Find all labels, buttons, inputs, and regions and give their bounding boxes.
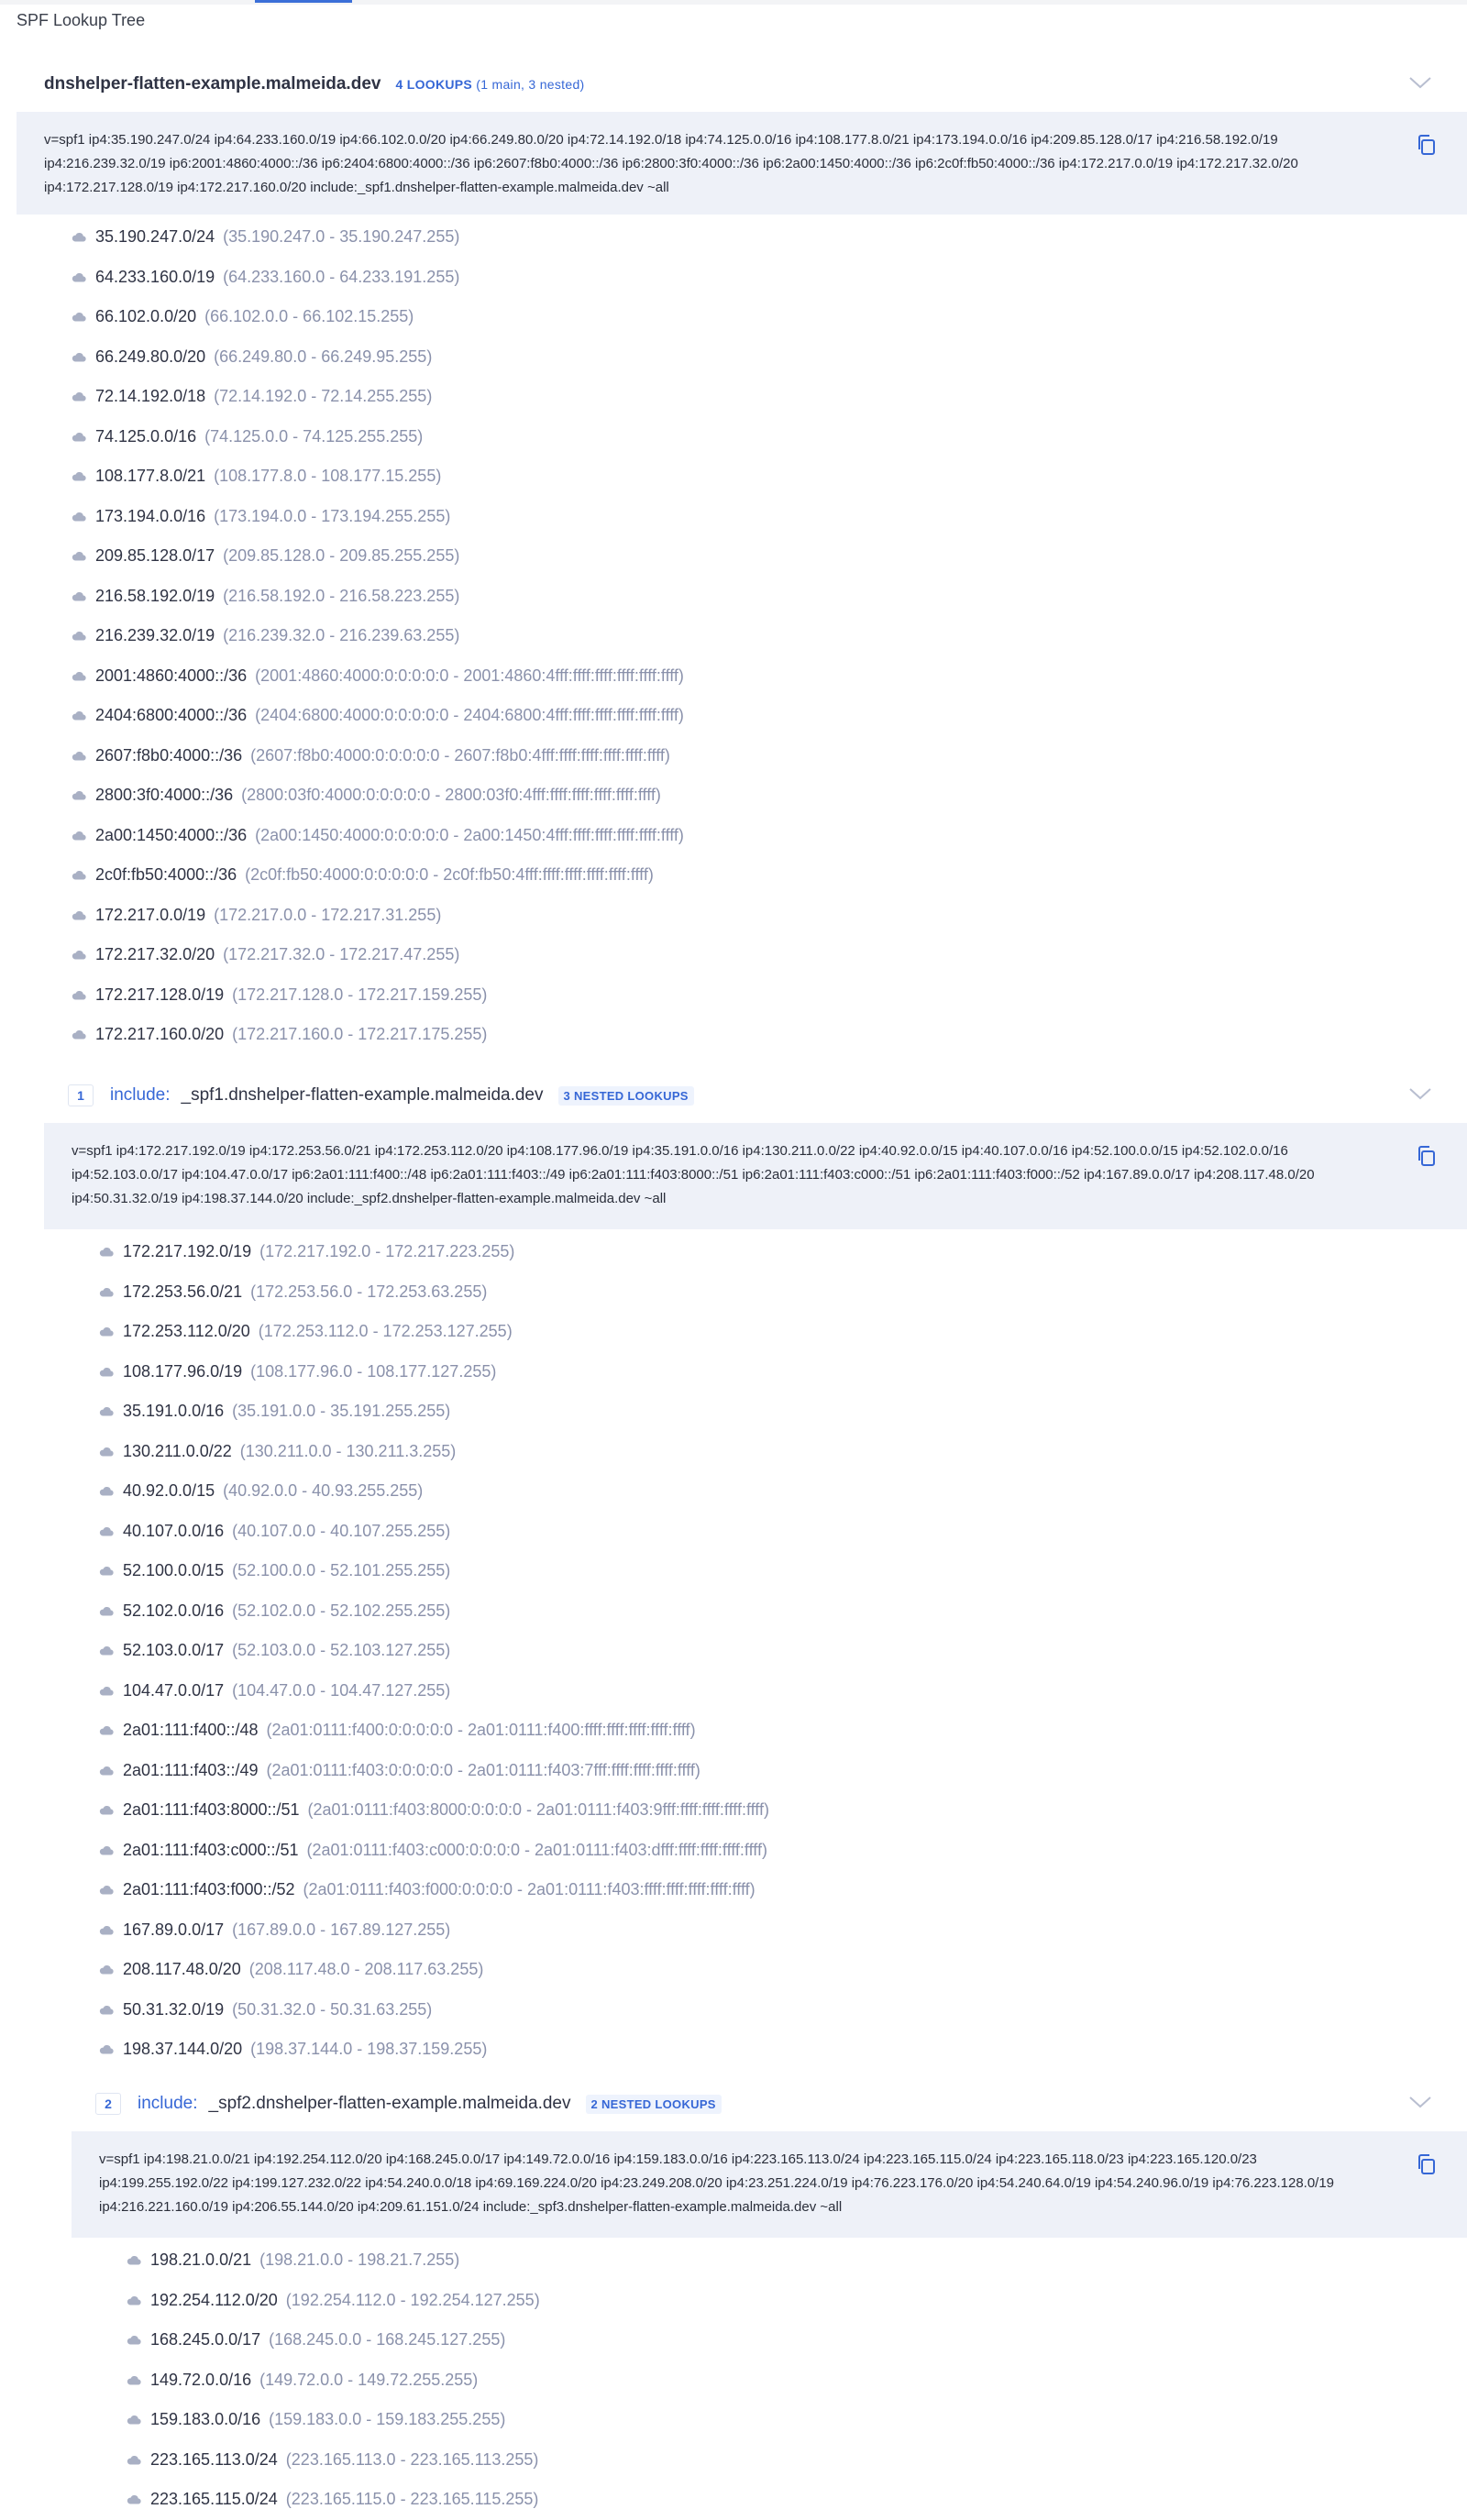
ip-list-item	[99, 1990, 1467, 2030]
ip-range: (2800:03f0:4000:0:0:0:0:0 - 2800:03f0:4fff:ffff:ffff:ffff:ffff:ffff)	[241, 786, 661, 805]
cidr-value: 52.100.0.0/15	[123, 1561, 225, 1580]
copy-icon[interactable]	[1416, 1145, 1436, 1167]
cloud-icon	[72, 870, 86, 880]
nested-lookup-2	[72, 2076, 1467, 2520]
cloud-icon	[127, 2255, 141, 2265]
ip-range: (64.233.160.0 - 64.233.191.255)	[223, 267, 460, 286]
ip-list-item	[72, 497, 1467, 537]
cloud-icon	[72, 391, 86, 402]
ip-list-item	[99, 1950, 1467, 1990]
ip-list-item	[127, 2400, 1467, 2440]
cloud-icon	[72, 272, 86, 282]
cloud-icon	[72, 910, 86, 920]
ip-range: (159.183.0.0 - 159.183.255.255)	[269, 2410, 506, 2429]
ip-list-item	[72, 975, 1467, 1016]
ip-list-item	[99, 1751, 1467, 1791]
ip-list	[44, 1232, 1467, 2070]
spf-record-box	[17, 112, 1467, 215]
cloud-icon	[72, 671, 86, 681]
ip-range: (2a01:0111:f403:8000:0:0:0:0 - 2a01:0111:f403:9fff:ffff:ffff:ffff:ffff)	[307, 1800, 769, 1820]
ip-list-item	[72, 776, 1467, 816]
ip-list-item	[72, 417, 1467, 457]
cloud-icon	[99, 1326, 114, 1337]
cidr-value: 74.125.0.0/16	[95, 426, 197, 446]
root-lookup	[17, 57, 1467, 1055]
cidr-value: 108.177.8.0/21	[95, 467, 206, 486]
cloud-icon	[99, 1645, 114, 1656]
cidr-value: 192.254.112.0/20	[150, 2290, 278, 2309]
cloud-icon	[72, 512, 86, 522]
ip-range: (104.47.0.0 - 104.47.127.255)	[232, 1680, 451, 1700]
ip-range: (167.89.0.0 - 167.89.127.255)	[232, 1920, 451, 1939]
nested-lookups-badge: 2 NESTED LOOKUPS	[586, 2095, 722, 2114]
cidr-value: 172.253.56.0/21	[123, 1282, 243, 1301]
ip-range: (192.254.112.0 - 192.254.127.255)	[285, 2290, 540, 2309]
spf-record-text: v=spf1 ip4:198.21.0.0/21 ip4:192.254.112.0/20 ip4:168.245.0.0/17 ip4:149.72.0.0/16 ip4:159.183.0.0/16 ip4:223.165.113.0/24 ip4:223.165.115.0/24 ip4:223.165.118.0/23 ip4:223.165.120.0/23 ip4:199.255.192.0/22 ip4:199.127.232.0/22 ip4:54.240.0.0/18 ip4:69.169.224.0/20 ip4:23.249.208.0/20 ip4:23.251.224.0/19 ip4:76.223.176.0/20 ip4:54.240.64.0/19 ip4:54.240.96.0/19 ip4:76.223.128.0/19 ip4:216.221.160.0/19 ip4:206.55.144.0/20 ip4:209.61.151.0/24 include:_spf3.dnshelper-flatten-example.malmeida.dev ~all	[99, 2151, 1335, 2215]
cloud-icon	[72, 432, 86, 442]
ip-range: (172.217.192.0 - 172.217.223.255)	[259, 1242, 515, 1261]
cloud-icon	[72, 831, 86, 841]
cloud-icon	[99, 1964, 114, 1975]
ip-range: (40.107.0.0 - 40.107.255.255)	[232, 1521, 451, 1540]
ip-range: (108.177.96.0 - 108.177.127.255)	[250, 1361, 497, 1381]
ip-range: (50.31.32.0 - 50.31.63.255)	[232, 1999, 433, 2019]
ip-list-item	[127, 2360, 1467, 2401]
ip-range: (108.177.8.0 - 108.177.15.255)	[214, 467, 442, 486]
ip-range: (2a01:0111:f403:f000:0:0:0:0 - 2a01:0111:f403:ffff:ffff:ffff:ffff:ffff)	[303, 1880, 756, 1899]
cloud-icon	[127, 2295, 141, 2305]
spf-record-box	[44, 1123, 1467, 1229]
ip-range: (2404:6800:4000:0:0:0:0:0 - 2404:6800:4fff:ffff:ffff:ffff:ffff:ffff)	[255, 706, 684, 725]
ip-list-item	[99, 1471, 1467, 1512]
ip-list-item	[72, 816, 1467, 856]
cidr-value: 2a01:111:f403:f000::/52	[123, 1880, 295, 1899]
ip-list-item	[99, 1512, 1467, 1552]
ip-range: (223.165.113.0 - 223.165.113.255)	[285, 2449, 539, 2469]
ip-range: (2a01:0111:f403:c000:0:0:0:0 - 2a01:0111:f403:dfff:ffff:ffff:ffff:ffff)	[306, 1840, 767, 1859]
cidr-value: 198.37.144.0/20	[123, 2040, 243, 2059]
cloud-icon	[99, 1686, 114, 1696]
cidr-value: 208.117.48.0/20	[123, 1960, 241, 1979]
ip-list-item	[72, 736, 1467, 776]
cidr-value: 216.58.192.0/19	[95, 586, 215, 605]
cidr-value: 2001:4860:4000::/36	[95, 666, 248, 685]
cidr-value: 2a01:111:f400::/48	[123, 1721, 259, 1740]
copy-icon[interactable]	[1416, 134, 1436, 156]
cloud-icon	[99, 1486, 114, 1496]
lookup-number-badge: 1	[68, 1084, 94, 1106]
ip-list-item	[99, 1432, 1467, 1472]
cidr-value: 2a01:111:f403:c000::/51	[123, 1840, 299, 1859]
ip-range: (172.217.0.0 - 172.217.31.255)	[214, 905, 442, 924]
include-domain: _spf2.dnshelper-flatten-example.malmeida.dev	[208, 2094, 571, 2113]
ip-list-item	[99, 1631, 1467, 1671]
ip-range: (74.125.0.0 - 74.125.255.255)	[204, 426, 424, 446]
ip-range: (52.102.0.0 - 52.102.255.255)	[232, 1601, 451, 1620]
nested-lookups-badge: 3 NESTED LOOKUPS	[558, 1086, 694, 1106]
ip-list-item	[99, 1790, 1467, 1831]
cloud-icon	[99, 1566, 114, 1576]
ip-list-item	[99, 1272, 1467, 1313]
ip-range: (66.102.0.0 - 66.102.15.255)	[204, 307, 414, 326]
cidr-value: 40.107.0.0/16	[123, 1521, 225, 1540]
cloud-icon	[99, 1526, 114, 1536]
cidr-value: 209.85.128.0/17	[95, 546, 215, 566]
cloud-icon	[99, 1447, 114, 1457]
cidr-value: 64.233.160.0/19	[95, 267, 215, 286]
cidr-value: 198.21.0.0/21	[150, 2250, 252, 2270]
include-keyword: include:	[110, 1085, 171, 1105]
cidr-value: 172.217.32.0/20	[95, 945, 215, 964]
ip-range: (2a00:1450:4000:0:0:0:0:0 - 2a00:1450:4fff:ffff:ffff:ffff:ffff:ffff)	[255, 825, 684, 844]
ip-range: (2a01:0111:f403:0:0:0:0:0 - 2a01:0111:f403:7fff:ffff:ffff:ffff:ffff)	[266, 1760, 700, 1779]
cloud-icon	[99, 1406, 114, 1416]
cidr-value: 50.31.32.0/19	[123, 1999, 225, 2019]
root-domain: dnshelper-flatten-example.malmeida.dev	[44, 74, 381, 94]
cloud-icon	[72, 312, 86, 322]
cloud-icon	[99, 1805, 114, 1815]
cloud-icon	[72, 631, 86, 641]
cloud-icon	[72, 352, 86, 362]
ip-list-item	[127, 2480, 1467, 2520]
cidr-value: 172.217.192.0/19	[123, 1242, 252, 1261]
spf-record-text: v=spf1 ip4:172.217.192.0/19 ip4:172.253.56.0/21 ip4:172.253.112.0/20 ip4:108.177.96.0/19 ip4:35.191.0.0/16 ip4:130.211.0.0/22 ip4:40.92.0.0/15 ip4:40.107.0.0/16 ip4:52.100.0.0/15 ip4:52.102.0.0/16 ip4:52.103.0.0/17 ip4:104.47.0.0/17 ip6:2a01:111:f400::/48 ip6:2a01:111:f403::/49 ip6:2a01:111:f403:8000::/51 ip6:2a01:111:f403:c000::/51 ip6:2a01:111:f403:f000::/52 ip4:167.89.0.0/17 ip4:208.117.48.0/20 ip4:50.31.32.0/19 ip4:198.37.144.0/20 include:_spf2.dnshelper-flatten-example.malmeida.dev ~all	[72, 1143, 1315, 1206]
ip-range: (2607:f8b0:4000:0:0:0:0:0 - 2607:f8b0:4fff:ffff:ffff:ffff:ffff:ffff)	[250, 745, 670, 765]
cidr-value: 223.165.115.0/24	[150, 2490, 278, 2509]
ip-list-item	[127, 2240, 1467, 2281]
cloud-icon	[99, 1367, 114, 1377]
root-header[interactable]	[17, 57, 1467, 112]
cloud-icon	[72, 551, 86, 561]
cloud-icon	[99, 1287, 114, 1297]
lookups-badge	[395, 77, 584, 92]
ip-list	[72, 2240, 1467, 2520]
cloud-icon	[99, 1766, 114, 1776]
ip-list-item	[72, 577, 1467, 617]
ip-range: (35.191.0.0 - 35.191.255.255)	[232, 1402, 451, 1421]
lookup-number-badge: 2	[95, 2093, 121, 2115]
ip-list-item	[99, 1910, 1467, 1951]
cloud-icon	[127, 2494, 141, 2504]
cidr-value: 172.253.112.0/20	[123, 1322, 250, 1341]
cloud-icon	[99, 1247, 114, 1257]
ip-list-item	[99, 1831, 1467, 1871]
ip-range: (35.190.247.0 - 35.190.247.255)	[223, 227, 460, 247]
ip-range: (2001:4860:4000:0:0:0:0:0 - 2001:4860:4fff:ffff:ffff:ffff:ffff:ffff)	[255, 666, 684, 685]
cloud-icon	[72, 1029, 86, 1040]
chevron-down-icon[interactable]	[1408, 1086, 1432, 1101]
lookups-badge-sub: (1 main, 3 nested)	[476, 77, 585, 92]
cidr-value: 2404:6800:4000::/36	[95, 706, 248, 725]
cidr-value: 2c0f:fb50:4000::/36	[95, 865, 237, 885]
cidr-value: 66.102.0.0/20	[95, 307, 197, 326]
ip-list-item	[72, 656, 1467, 697]
cidr-value: 168.245.0.0/17	[150, 2330, 261, 2349]
cloud-icon	[99, 2005, 114, 2015]
cloud-icon	[72, 471, 86, 481]
cloud-icon	[99, 1925, 114, 1935]
ip-list-item	[72, 1015, 1467, 1055]
nested-header-2[interactable]	[72, 2076, 1467, 2131]
cidr-value: 149.72.0.0/16	[150, 2370, 252, 2389]
cidr-value: 159.183.0.0/16	[150, 2410, 261, 2429]
cidr-value: 2a01:111:f403::/49	[123, 1760, 259, 1779]
ip-range: (72.14.192.0 - 72.14.255.255)	[214, 387, 433, 406]
ip-range: (172.253.112.0 - 172.253.127.255)	[258, 1322, 513, 1341]
ip-list-item	[127, 2281, 1467, 2321]
ip-range: (172.217.32.0 - 172.217.47.255)	[223, 945, 460, 964]
ip-list-item	[99, 1591, 1467, 1632]
nested-lookup-1	[44, 1068, 1467, 2070]
ip-range: (149.72.0.0 - 149.72.255.255)	[259, 2370, 479, 2389]
cloud-icon	[72, 232, 86, 242]
cidr-value: 167.89.0.0/17	[123, 1920, 225, 1939]
ip-list-item	[72, 616, 1467, 656]
cloud-icon	[72, 790, 86, 800]
cloud-icon	[99, 2044, 114, 2054]
ip-list	[17, 217, 1467, 1055]
ip-range: (172.253.56.0 - 172.253.63.255)	[250, 1282, 488, 1301]
ip-range: (40.92.0.0 - 40.93.255.255)	[223, 1481, 424, 1501]
ip-list-item	[99, 1352, 1467, 1392]
ip-range: (173.194.0.0 - 173.194.255.255)	[214, 506, 451, 525]
cloud-icon	[72, 710, 86, 721]
ip-list-item	[72, 696, 1467, 736]
ip-list-item	[72, 896, 1467, 936]
ip-range: (198.37.144.0 - 198.37.159.255)	[250, 2040, 488, 2059]
ip-list-item	[72, 935, 1467, 975]
ip-range: (198.21.0.0 - 198.21.7.255)	[259, 2250, 460, 2270]
cloud-icon	[99, 1885, 114, 1895]
cidr-value: 2800:3f0:4000::/36	[95, 786, 234, 805]
ip-list-item	[72, 536, 1467, 577]
ip-list-item	[127, 2440, 1467, 2481]
cidr-value: 72.14.192.0/18	[95, 387, 206, 406]
spf-record-box	[72, 2131, 1467, 2238]
copy-icon[interactable]	[1416, 2153, 1436, 2175]
cidr-value: 130.211.0.0/22	[123, 1441, 232, 1460]
active-tab-indicator	[255, 0, 352, 3]
ip-list-item	[99, 1551, 1467, 1591]
ip-range: (172.217.160.0 - 172.217.175.255)	[232, 1025, 488, 1044]
cidr-value: 216.239.32.0/19	[95, 626, 215, 645]
ip-range: (130.211.0.0 - 130.211.3.255)	[239, 1441, 457, 1460]
ip-list-item	[99, 1870, 1467, 1910]
ip-range: (172.217.128.0 - 172.217.159.255)	[232, 985, 488, 1004]
ip-list-item	[99, 2030, 1467, 2070]
cloud-icon	[72, 751, 86, 761]
ip-range: (216.58.192.0 - 216.58.223.255)	[223, 586, 460, 605]
spf-record-text: v=spf1 ip4:35.190.247.0/24 ip4:64.233.160.0/19 ip4:66.102.0.0/20 ip4:66.249.80.0/20 ip4:72.14.192.0/18 ip4:74.125.0.0/16 ip4:108.177.8.0/21 ip4:173.194.0.0/16 ip4:209.85.128.0/17 ip4:216.58.192.0/19 ip4:216.239.32.0/19 ip6:2001:4860:4000::/36 ip6:2404:6800:4000::/36 ip6:2607:f8b0:4000::/36 ip6:2800:3f0:4000::/36 ip6:2a00:1450:4000::/36 ip6:2c0f:fb50:4000::/36 ip4:172.217.0.0/19 ip4:172.217.32.0/20 ip4:172.217.128.0/19 ip4:172.217.160.0/20 include:_spf1.dnshelper-flatten-example.malmeida.dev ~all	[44, 132, 1298, 195]
include-keyword: include:	[138, 2094, 198, 2113]
cidr-value: 35.190.247.0/24	[95, 227, 215, 247]
ip-list-item	[72, 855, 1467, 896]
cidr-value: 52.102.0.0/16	[123, 1601, 225, 1620]
ip-list-item	[72, 337, 1467, 378]
cloud-icon	[72, 950, 86, 960]
nested-header-1[interactable]	[44, 1068, 1467, 1123]
ip-range: (2a01:0111:f400:0:0:0:0:0 - 2a01:0111:f400:ffff:ffff:ffff:ffff:ffff)	[266, 1721, 696, 1740]
cloud-icon	[72, 591, 86, 601]
ip-range: (209.85.128.0 - 209.85.255.255)	[223, 546, 460, 566]
ip-list-item	[72, 297, 1467, 337]
cidr-value: 172.217.0.0/19	[95, 905, 206, 924]
ip-range: (223.165.115.0 - 223.165.115.255)	[285, 2490, 539, 2509]
cidr-value: 2607:f8b0:4000::/36	[95, 745, 243, 765]
ip-range: (52.100.0.0 - 52.101.255.255)	[232, 1561, 451, 1580]
ip-list-item	[127, 2320, 1467, 2360]
cloud-icon	[72, 990, 86, 1000]
ip-range: (2c0f:fb50:4000:0:0:0:0:0 - 2c0f:fb50:4fff:ffff:ffff:ffff:ffff:ffff)	[245, 865, 654, 885]
ip-list-item	[72, 377, 1467, 417]
cidr-value: 52.103.0.0/17	[123, 1641, 225, 1660]
ip-list-item	[99, 1392, 1467, 1432]
cidr-value: 66.249.80.0/20	[95, 347, 206, 366]
ip-range: (52.103.0.0 - 52.103.127.255)	[232, 1641, 451, 1660]
top-bar	[0, 0, 1467, 5]
cloud-icon	[127, 2415, 141, 2425]
cloud-icon	[99, 1725, 114, 1735]
cidr-value: 2a01:111:f403:8000::/51	[123, 1800, 300, 1820]
ip-range: (66.249.80.0 - 66.249.95.255)	[214, 347, 433, 366]
cidr-value: 108.177.96.0/19	[123, 1361, 243, 1381]
chevron-down-icon[interactable]	[1408, 75, 1432, 90]
cidr-value: 172.217.128.0/19	[95, 985, 225, 1004]
include-domain: _spf1.dnshelper-flatten-example.malmeida.dev	[181, 1085, 544, 1105]
ip-range: (208.117.48.0 - 208.117.63.255)	[248, 1960, 484, 1979]
cidr-value: 35.191.0.0/16	[123, 1402, 225, 1421]
cloud-icon	[99, 1845, 114, 1855]
ip-range: (216.239.32.0 - 216.239.63.255)	[223, 626, 460, 645]
ip-list-item	[99, 1232, 1467, 1272]
ip-list-item	[99, 1671, 1467, 1711]
ip-list-item	[99, 1312, 1467, 1352]
cidr-value: 2a00:1450:4000::/36	[95, 825, 248, 844]
ip-range: (168.245.0.0 - 168.245.127.255)	[269, 2330, 506, 2349]
cloud-icon	[127, 2455, 141, 2465]
ip-list-item	[72, 217, 1467, 258]
cidr-value: 173.194.0.0/16	[95, 506, 206, 525]
lookups-badge-main: 4 LOOKUPS	[395, 77, 473, 92]
cloud-icon	[99, 1606, 114, 1616]
chevron-down-icon[interactable]	[1408, 2095, 1432, 2109]
page-title: SPF Lookup Tree	[17, 11, 146, 29]
cidr-value: 172.217.160.0/20	[95, 1025, 225, 1044]
cloud-icon	[127, 2335, 141, 2345]
cidr-value: 104.47.0.0/17	[123, 1680, 225, 1700]
cloud-icon	[127, 2375, 141, 2385]
cidr-value: 223.165.113.0/24	[150, 2449, 278, 2469]
ip-list-item	[72, 457, 1467, 497]
ip-list-item	[99, 1711, 1467, 1751]
cidr-value: 40.92.0.0/15	[123, 1481, 215, 1501]
ip-list-item	[72, 258, 1467, 298]
